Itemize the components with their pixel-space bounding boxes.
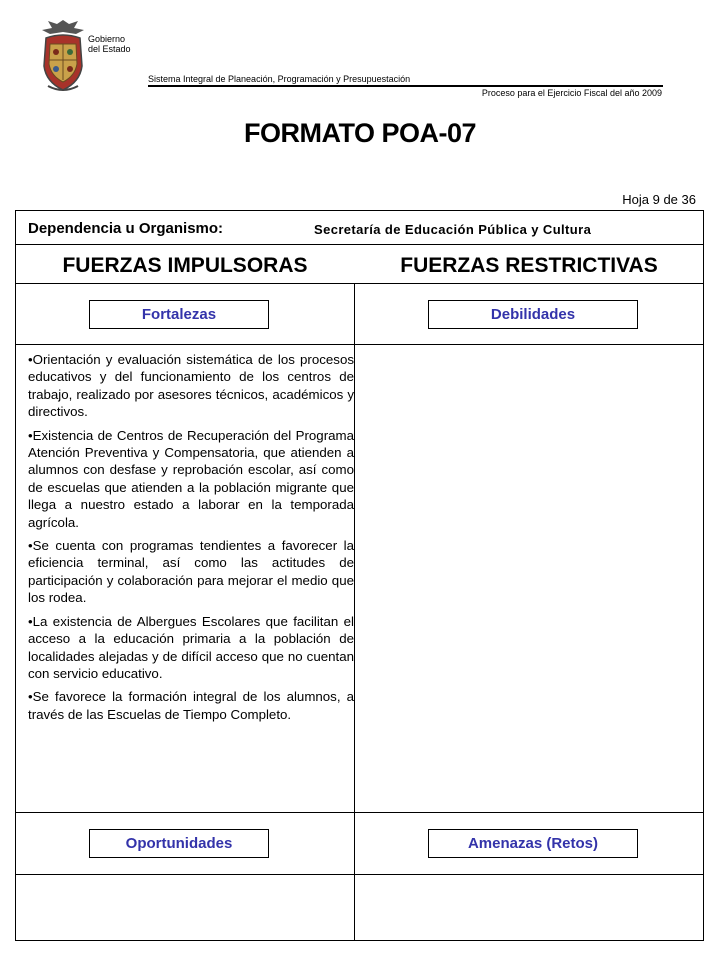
strengths-label: Fortalezas <box>89 300 269 329</box>
threats-label: Amenazas (Retos) <box>428 829 638 858</box>
state-seal-logo <box>36 18 90 96</box>
driving-forces-heading: FUERZAS IMPULSORAS <box>62 254 308 277</box>
row-divider <box>16 283 703 284</box>
restraining-forces-heading: FUERZAS RESTRICTIVAS <box>400 254 658 277</box>
row-divider <box>16 812 703 813</box>
list-item: •Existencia de Centros de Recuperación del Programa Atención Preventiva y Compensatoria, que atienden a alumnos con desfase y reprobación escolar, así como de escuelas que atienden a la población migrante que llega a nuestro estado a laborar en la temporada agrícola. <box>28 427 354 530</box>
system-name: Sistema Integral de Planeación, Programación y Presupuestación <box>148 74 411 84</box>
strengths-list <box>28 351 354 729</box>
opportunities-label: Oportunidades <box>89 829 269 858</box>
page-indicator: Hoja 9 de 36 <box>622 192 696 207</box>
header-rule <box>148 85 663 87</box>
page-title: FORMATO POA-07 <box>243 118 477 148</box>
list-item: •La existencia de Albergues Escolares que facilitan el acceso a la educación primaria a la población de localidades alejadas y de difícil acceso que no cuentan con servicio educativo. <box>28 613 354 681</box>
government-label: Gobierno del Estado <box>88 34 131 54</box>
fiscal-process-label: Proceso para el Ejercicio Fiscal del año 2009 <box>481 88 662 98</box>
list-item: •Se cuenta con programas tendientes a favorecer la eficiencia terminal, así como las actitudes de participación y colaboración para mejorar el medio que los rodea. <box>28 538 354 606</box>
dependency-label: Dependencia u Organismo: <box>28 220 224 237</box>
poa-form-table <box>15 210 704 941</box>
column-divider <box>354 283 355 940</box>
row-divider <box>16 874 703 875</box>
row-divider <box>16 244 703 245</box>
row-divider <box>16 344 703 345</box>
dependency-value: Secretaría de Educación Pública y Cultura <box>314 222 592 237</box>
weaknesses-label: Debilidades <box>428 300 638 329</box>
list-item: •Se favorece la formación integral de los alumnos, a través de las Escuelas de Tiempo Completo. <box>28 689 354 722</box>
list-item: •Orientación y evaluación sistemática de los procesos educativos y del funcionamiento de los centros de trabajo, realizado por asesores técnicos, académicos y directivos. <box>28 352 354 420</box>
